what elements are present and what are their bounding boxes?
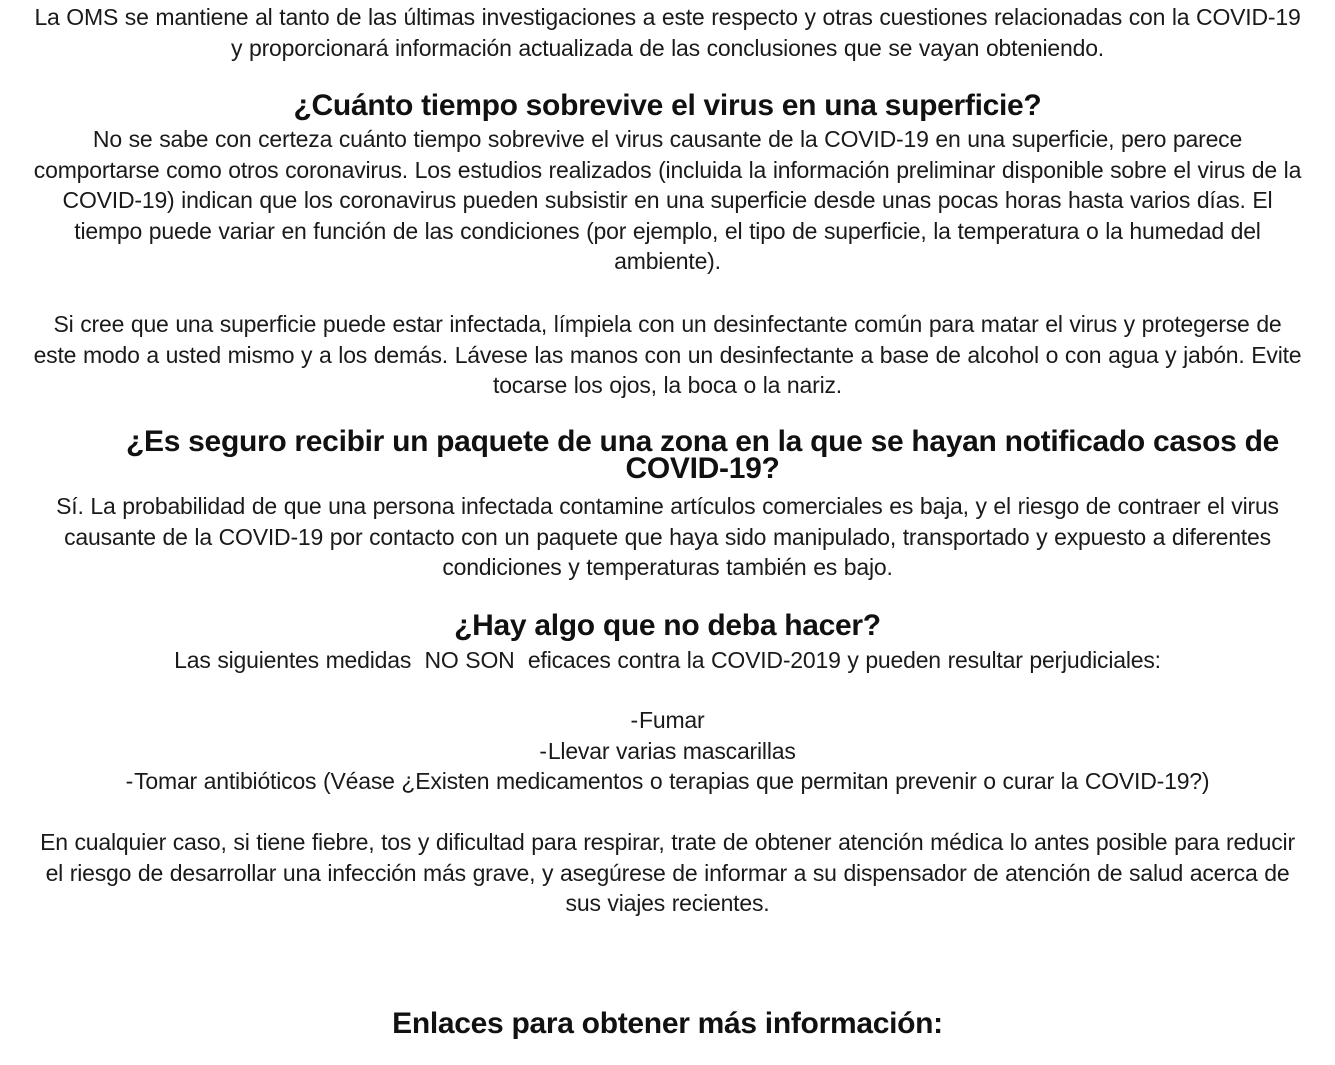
links-heading: Enlaces para obtener más información: — [392, 1007, 943, 1040]
dont-heading: ¿Hay algo que no deba hacer? — [454, 609, 881, 642]
cleaning-paragraph: Si cree que una superficie puede estar infectada, límpiela con un desinfectante común para matar el virus y protegerse de este modo a usted mismo y a los demás. Lávese las manos con un desinfectante a base de alcohol o con agua y jabón. Evite tocarse los ojos, la boca o la nariz. — [33, 311, 1302, 398]
package-heading: ¿Es seguro recibir un paquete de una zona en la que se hayan notificado casos de COVID-19? — [126, 425, 1279, 485]
dash-bullet: - — [125, 768, 134, 794]
list-item-text: Tomar antibióticos (Véase ¿Existen medicamentos o terapias que permitan prevenir o curar la COVID-19?) — [134, 768, 1210, 794]
dash-bullet: - — [630, 707, 638, 733]
surface-heading: ¿Cuánto tiempo sobrevive el virus en una superficie? — [293, 89, 1042, 122]
list-item — [30, 766, 1305, 797]
list-item-text: Fumar — [639, 707, 705, 733]
list-item-text: Llevar varias mascarillas — [547, 737, 796, 764]
list-item — [30, 705, 1305, 736]
dont-intro-paragraph: Las siguientes medidas NO SON eficaces contra la COVID-2019 y pueden resultar perjudiciales: — [174, 647, 1161, 673]
surface-paragraph: No se sabe con certeza cuánto tiempo sobrevive el virus causante de la COVID-19 en una superficie, pero parece comportarse como otros coronavirus. Los estudios realizados (incluida la información preliminar disponible sobre el virus de la COVID-19) indican que los coronavirus pueden subsistir en una superficie desde unas pocas horas hasta varios días. El tiempo puede variar en función de las condiciones (por ejemplo, el tipo de superficie, la temperatura o la humedad del ambiente). — [33, 126, 1302, 274]
intro-paragraph: La OMS se mantiene al tanto de las últimas investigaciones a este respecto y otras cuestiones relacionadas con la COVID-19 y proporcionará información actualizada de las conclusiones que se vayan obteniendo. — [34, 4, 1301, 61]
list-item — [30, 736, 1305, 767]
care-paragraph: En cualquier caso, si tiene fiebre, tos y dificultad para respirar, trate de obtener atención médica lo antes posible para reducir el riesgo de desarrollar una infección más grave, y asegúrese de informar a su dispensador de atención de salud acerca de sus viajes recientes. — [40, 829, 1295, 916]
package-paragraph: Sí. La probabilidad de que una persona infectada contamine artículos comerciales es baja, y el riesgo de contraer el virus causante de la COVID-19 por contacto con un paquete que haya sido manipulado, transportado y expuesto a diferentes condiciones y temperaturas también es bajo. — [56, 493, 1279, 580]
dont-list — [30, 705, 1305, 797]
dash-bullet: - — [539, 737, 547, 764]
